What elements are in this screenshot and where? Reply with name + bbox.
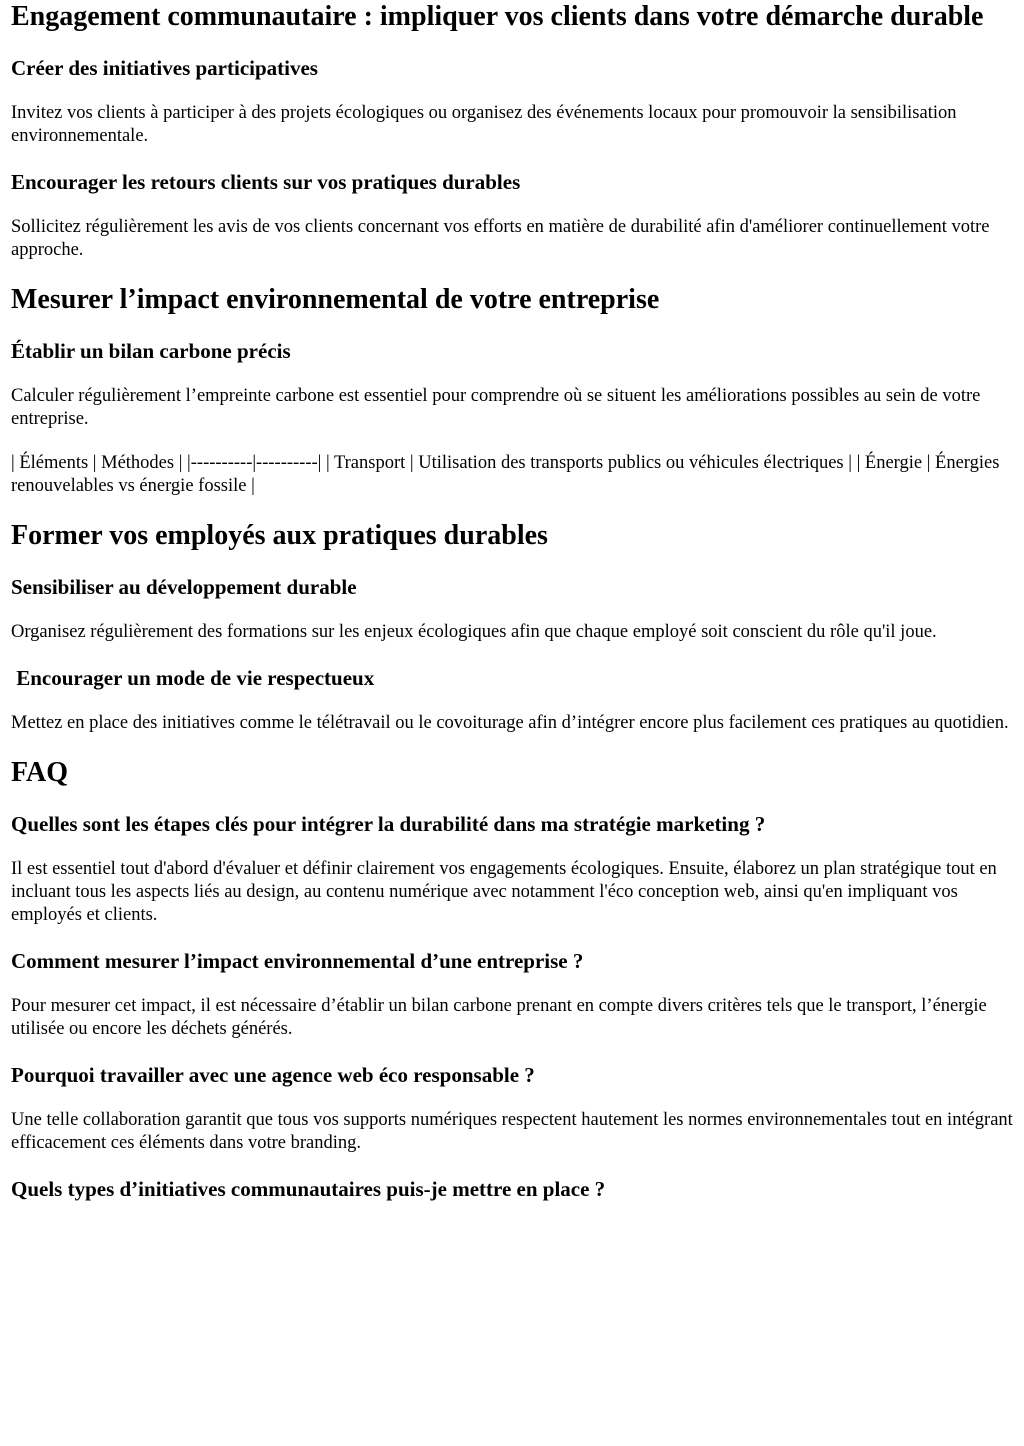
subheading-sustainability-awareness: Sensibiliser au développement durable xyxy=(11,575,357,599)
faq-answer: Pour mesurer cet impact, il est nécessaire d’établir un bilan carbone prenant en compte divers critères tels que le transport, l’énergie utilisée ou encore les déchets générés. xyxy=(11,996,987,1039)
faq-question: Quels types d’initiatives communautaires puis-je mettre en place ? xyxy=(11,1177,606,1201)
paragraph-customer-feedback: Sollicitez régulièrement les avis de vos clients concernant vos efforts en matière de durabilité afin d'améliorer continuellement votre approche. xyxy=(11,217,990,260)
faq-answer: Il est essentiel tout d'abord d'évaluer et définir clairement vos engagements écologiques. Ensuite, élaborez un plan stratégique tout en incluant tous les aspects liés au design, au contenu numérique avec notamment l'éco conception web, ainsi qu'en impliquant vos employés et clients. xyxy=(11,859,997,925)
section-heading-engagement: Engagement communautaire : impliquer vos clients dans votre démarche durable xyxy=(11,1,984,32)
subheading-carbon-footprint: Établir un bilan carbone précis xyxy=(11,339,291,363)
subheading-customer-feedback: Encourager les retours clients sur vos pratiques durables xyxy=(11,170,521,194)
section-heading-impact: Mesurer l’impact environnemental de votre entreprise xyxy=(11,284,660,315)
paragraph-respectful-lifestyle: Mettez en place des initiatives comme le télétravail ou le covoiturage afin d’intégrer encore plus facilement ces pratiques au quotidien. xyxy=(11,713,1009,733)
faq-question: Quelles sont les étapes clés pour intégrer la durabilité dans ma stratégie marketing ? xyxy=(11,812,766,836)
section-heading-faq: FAQ xyxy=(11,757,69,788)
section-heading-training: Former vos employés aux pratiques durables xyxy=(11,520,548,551)
paragraph-sustainability-awareness: Organisez régulièrement des formations sur les enjeux écologiques afin que chaque employé soit conscient du rôle qu'il joue. xyxy=(11,622,937,642)
subheading-respectful-lifestyle: Encourager un mode de vie respectueux xyxy=(11,666,375,690)
faq-question: Comment mesurer l’impact environnemental d’une entreprise ? xyxy=(11,949,584,973)
paragraph-participatory-initiatives: Invitez vos clients à participer à des projets écologiques ou organisez des événements locaux pour promouvoir la sensibilisation environnementale. xyxy=(11,103,957,146)
faq-answer: Une telle collaboration garantit que tous vos supports numériques respectent hautement les normes environnementales tout en intégrant efficacement ces éléments dans votre branding. xyxy=(11,1110,1013,1153)
paragraph-carbon-footprint: Calculer régulièrement l’empreinte carbone est essentiel pour comprendre où se situent les améliorations possibles au sein de votre entreprise. xyxy=(11,386,981,429)
subheading-participatory-initiatives: Créer des initiatives participatives xyxy=(11,56,318,80)
faq-question: Pourquoi travailler avec une agence web éco responsable ? xyxy=(11,1063,535,1087)
raw-markdown-table: | Éléments | Méthodes | |----------|----------| | Transport | Utilisation des transports publics ou véhicules électriques | | Énergie | Énergies renouvelables vs énergie fossile | xyxy=(11,453,1000,496)
